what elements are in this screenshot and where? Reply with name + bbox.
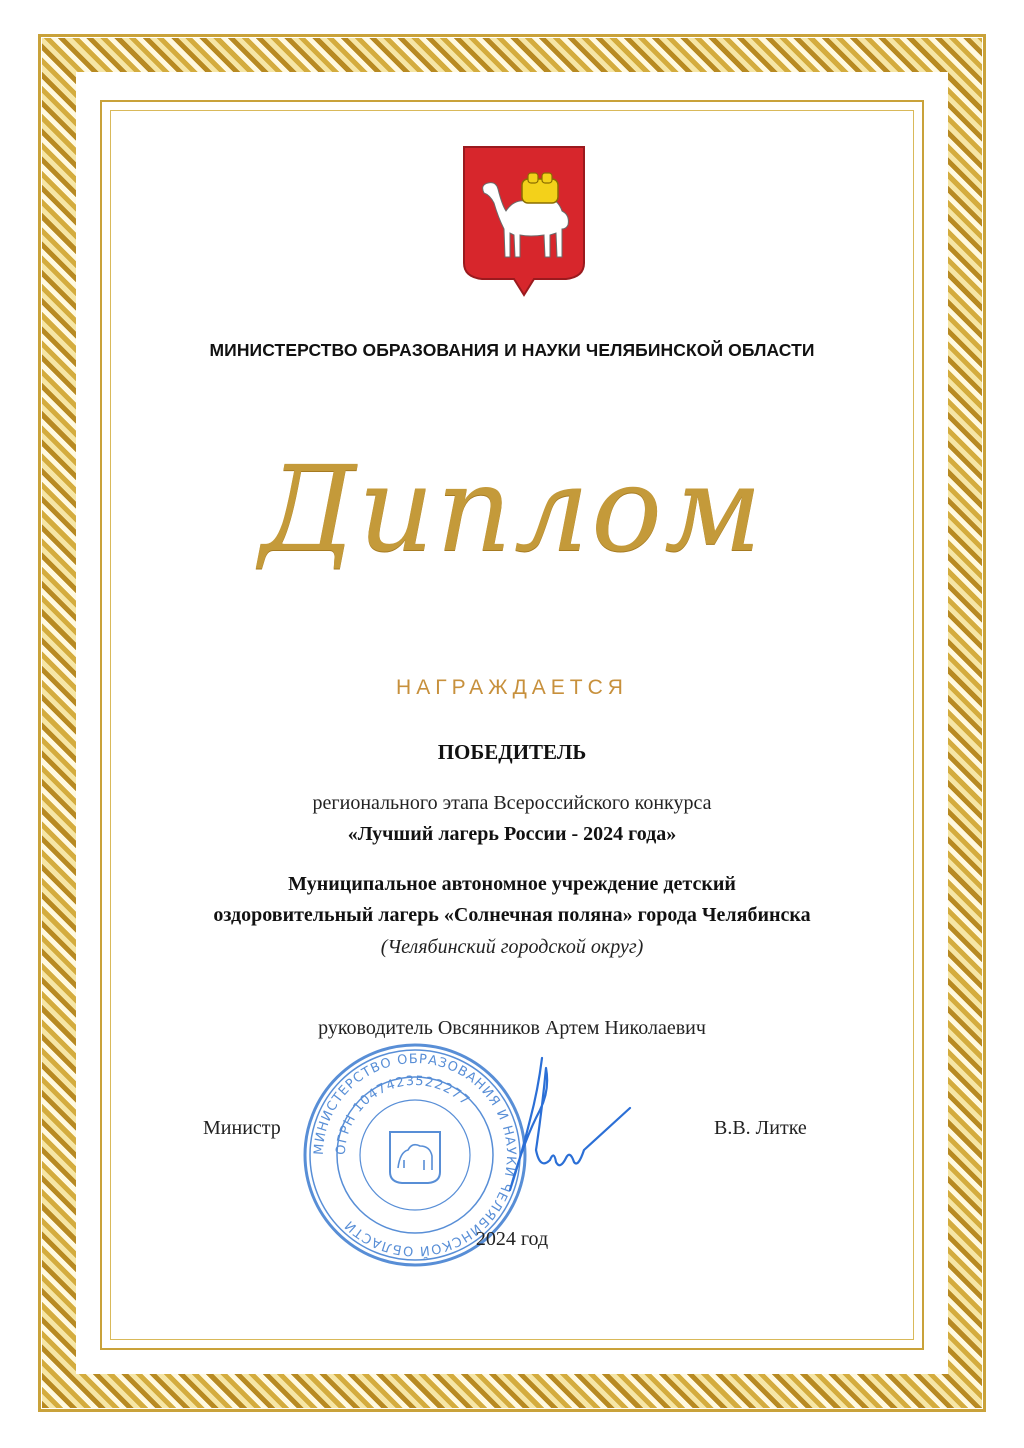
contest-description: регионального этапа Всероссийского конкурса	[312, 792, 712, 814]
ministry-heading: МИНИСТЕРСТВО ОБРАЗОВАНИЯ И НАУКИ ЧЕЛЯБИНСКОЙ ОБЛАСТИ	[209, 340, 815, 360]
stamp-ogrn-text: ОГРН 1047423522277	[333, 1073, 473, 1156]
diploma-title: Диплом	[260, 440, 764, 578]
district-name: (Челябинский городской округ)	[380, 936, 644, 958]
contest-name: «Лучший лагерь России - 2024 года»	[347, 823, 677, 845]
issue-year: 2024 год	[475, 1228, 549, 1250]
minister-label: Министр	[203, 1117, 281, 1139]
organization-name-line1: Муниципальное автономное учреждение детский	[288, 873, 736, 895]
handwritten-signature	[480, 1050, 650, 1210]
winner-label: ПОБЕДИТЕЛЬ	[437, 740, 587, 764]
stamp-ring-text: МИНИСТЕРСТВО ОБРАЗОВАНИЯ И НАУКИ ЧЕЛЯБИНСКОЙ ОБЛАСТИ	[311, 1051, 519, 1259]
organization-name-line2: оздоровительный лагерь «Солнечная поляна» города Челябинска	[213, 904, 811, 926]
minister-name: В.В. Литке	[714, 1117, 807, 1139]
director-name: руководитель Овсянников Артем Николаевич	[318, 1017, 706, 1039]
coat-of-arms-icon	[462, 145, 586, 297]
awarded-label: НАГРАЖДАЕТСЯ	[396, 676, 628, 699]
